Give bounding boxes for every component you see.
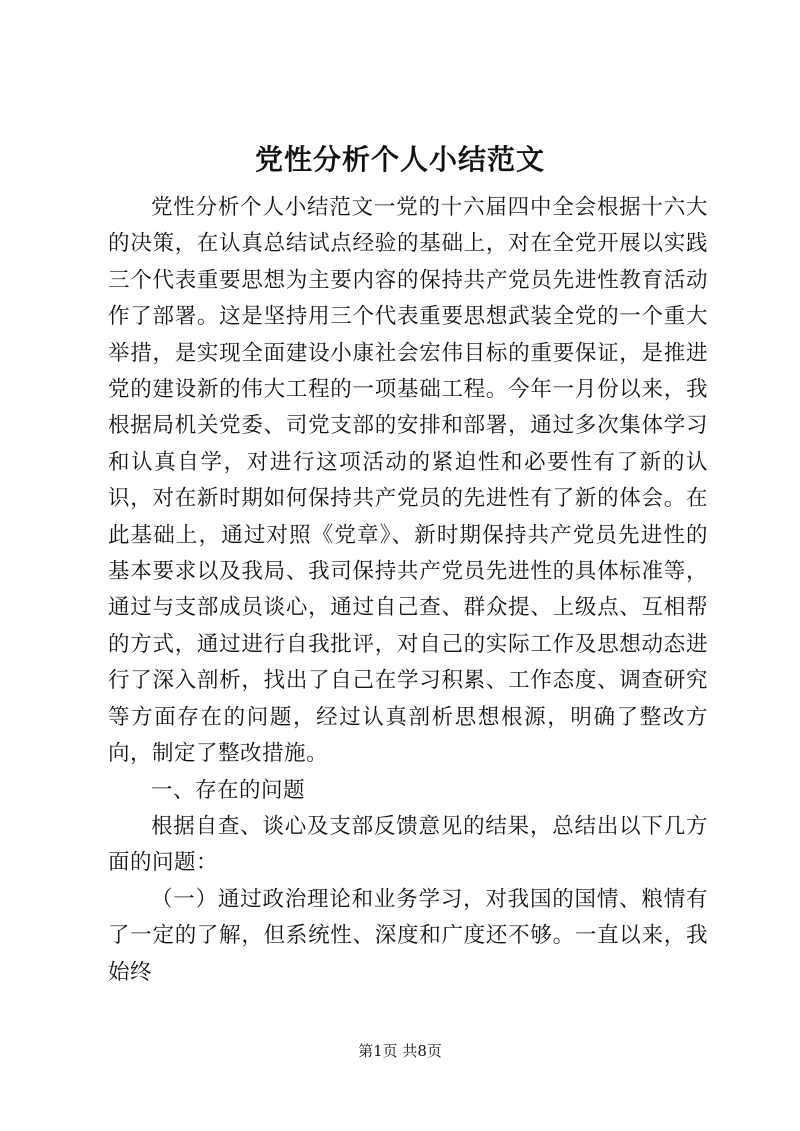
document-title: 党性分析个人小结范文	[254, 143, 545, 176]
page-number-footer: 第1页 共8页	[358, 1042, 442, 1060]
document-body	[108, 190, 708, 991]
intro-paragraph: 党性分析个人小结范文一党的十六届四中全会根据十六大的决策，在认真总结试点经验的基础上，对在全党开展以实践三个代表重要思想为主要内容的保持共产党员先进性教育活动作了部署。这是坚持用三个代表重要思想武装全党的一个重大举措，是实现全面建设小康社会宏伟目标的重要保证，是推进党的建设新的伟大工程的一项基础工程。今年一月份以来，我根据局机关党委、司党支部的安排和部署，通过多次集体学习和认真自学，对进行这项活动的紧迫性和必要性有了新的认识，对在新时期如何保持共产党员的先进性有了新的体会。在此基础上，通过对照《党章》、新时期保持共产党员先进性的基本要求以及我局、我司保持共产党员先进性的具体标准等，通过与支部成员谈心，通过自己查、群众提、上级点、互相帮的方式，通过进行自我批评，对自己的实际工作及思想动态进行了深入剖析，找出了自己在学习积累、工作态度、调查研究等方面存在的问题，经过认真剖析思想根源，明确了整改方向，制定了整改措施。	[108, 195, 708, 767]
summary-paragraph: 根据自查、谈心及支部反馈意见的结果，总结出以下几方面的问题：	[108, 813, 708, 876]
section-heading: 一、存在的问题	[151, 777, 306, 803]
item-one-paragraph: （一）通过政治理论和业务学习，对我国的国情、粮情有了一定的了解，但系统性、深度和广度还不够。一直以来，我始终	[108, 886, 708, 985]
